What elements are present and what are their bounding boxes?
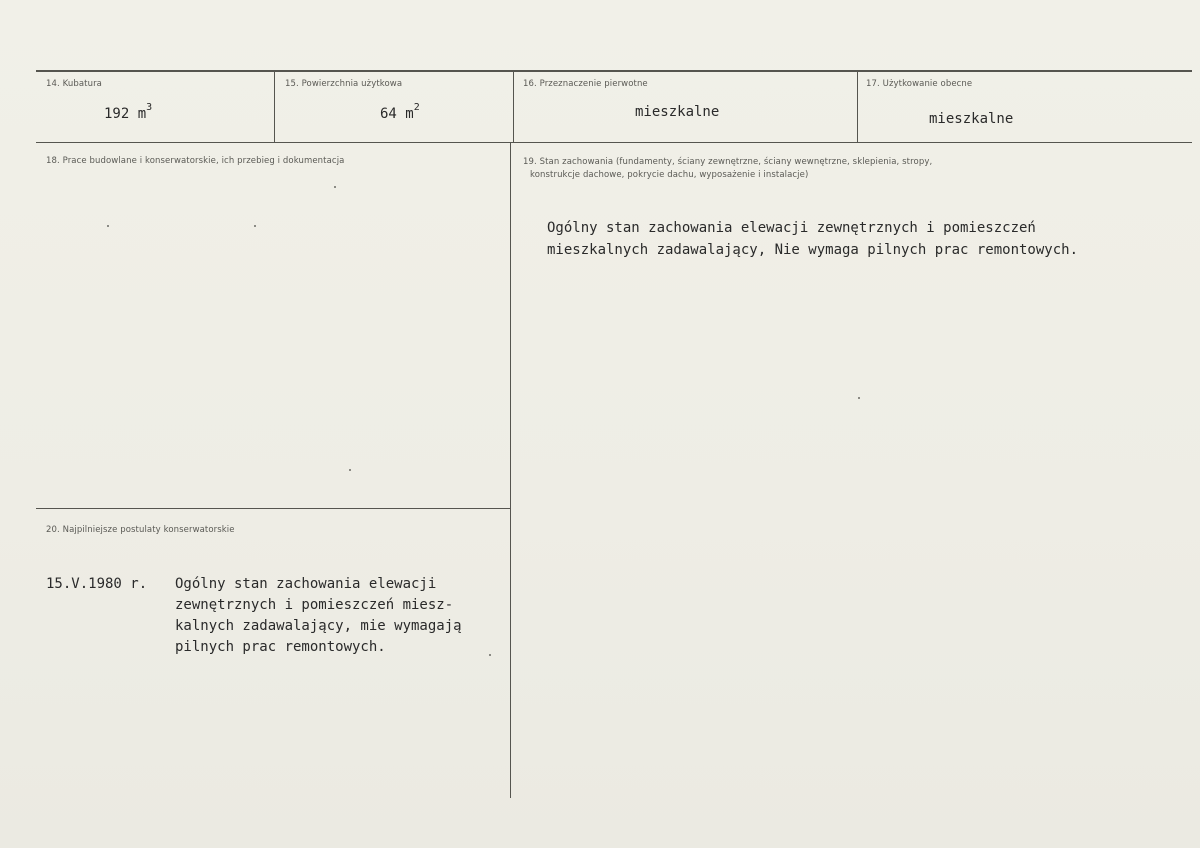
field-20-label: 20. Najpilniejsze postulaty konserwatorskie xyxy=(46,525,235,535)
section-20-top-rule xyxy=(36,508,510,509)
field-16-value: mieszkalne xyxy=(635,104,720,120)
paper-speck xyxy=(107,225,109,227)
powierzchnia-exponent: 2 xyxy=(413,102,420,114)
paper-speck xyxy=(349,469,351,471)
field-15-label: 15. Powierzchnia użytkowa xyxy=(285,79,403,89)
field-19-label-line-2: konstrukcje dachowe, pokrycie dachu, wyposażenie i instalacje) xyxy=(530,170,809,180)
field-19-text-line-1: Ogólny stan zachowania elewacji zewnętrznych i pomieszczeń xyxy=(547,220,1036,236)
paper-speck xyxy=(334,186,336,188)
field-15-value xyxy=(380,103,420,125)
main-vertical-divider xyxy=(510,143,511,798)
paper-speck xyxy=(858,397,860,399)
field-20-date: 15.V.1980 r. xyxy=(46,576,148,592)
field-19-label-line-1: 19. Stan zachowania (fundamenty, ściany zewnętrzne, ściany wewnętrzne, sklepienia, stropy, xyxy=(523,157,933,167)
divider-15-16 xyxy=(513,72,514,142)
field-17-value: mieszkalne xyxy=(929,111,1014,127)
field-14-label: 14. Kubatura xyxy=(46,79,102,89)
paper-speck xyxy=(254,225,256,227)
field-20-text-line-3: kalnych zadawalający, mie wymagają xyxy=(175,618,462,634)
field-19-text-line-2: mieszkalnych zadawalający, Nie wymaga pilnych prac remontowych. xyxy=(547,242,1079,258)
powierzchnia-value: 64 m xyxy=(380,106,414,122)
paper-speck xyxy=(489,654,491,656)
divider-14-15 xyxy=(274,72,275,142)
field-20-text-line-1: Ogólny stan zachowania elewacji xyxy=(175,576,437,592)
kubatura-value: 192 m xyxy=(104,106,147,122)
field-20-text-line-4: pilnych prac remontowych. xyxy=(175,639,386,655)
field-18-label: 18. Prace budowlane i konserwatorskie, ich przebieg i dokumentacja xyxy=(46,156,345,166)
row1-bottom-rule xyxy=(36,142,1192,143)
field-14-value xyxy=(104,103,152,125)
field-17-label: 17. Użytkowanie obecne xyxy=(866,79,973,89)
divider-16-17 xyxy=(857,72,858,142)
field-16-label: 16. Przeznaczenie pierwotne xyxy=(523,79,648,89)
top-rule xyxy=(36,70,1192,72)
kubatura-exponent: 3 xyxy=(146,102,153,114)
field-20-text-line-2: zewnętrznych i pomieszczeń miesz- xyxy=(175,597,454,613)
